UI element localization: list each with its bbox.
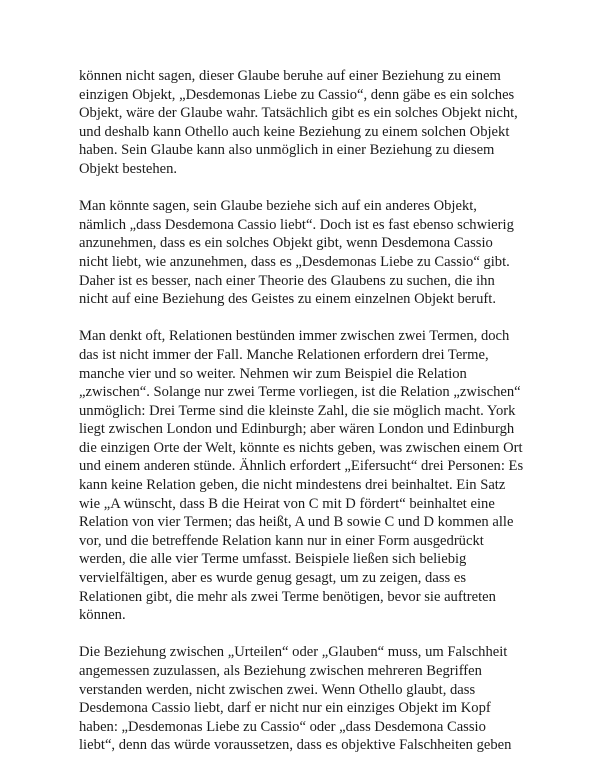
text-line: und einem anderen stünde. Ähnlich erfordert „Eifersucht“ drei Personen: Es xyxy=(79,458,524,475)
text-line: können nicht sagen, dieser Glaube beruhe auf einer Beziehung zu einem xyxy=(79,68,501,84)
text-line: nicht liebt, wie anzunehmen, dass es „Desdemonas Liebe zu Cassio“ gibt. xyxy=(79,253,510,270)
text-line: haben: „Desdemonas Liebe zu Cassio“ oder „dass Desdemona Cassio xyxy=(79,718,486,735)
paragraph-2 xyxy=(79,197,529,309)
text-line: nicht auf eine Beziehung des Geistes zu einem einzelnen Objekt beruft. xyxy=(79,291,496,308)
text-line: Relation von vier Termen; das heißt, A und B sowie C und D kommen alle xyxy=(79,514,514,531)
text-line: und deshalb kann Othello auch keine Beziehung zu einem solchen Objekt xyxy=(79,123,510,140)
text-line: liegt zwischen London und Edinburgh; aber wären London und Edinburgh xyxy=(79,421,515,438)
text-line: Man denkt oft, Relationen bestünden immer zwischen zwei Termen, doch xyxy=(79,328,510,345)
text-line: Daher ist es besser, nach einer Theorie des Glaubens zu suchen, die ihn xyxy=(79,272,495,289)
text-line: vor, und die betreffende Relation kann nur in einer Form ausgedrückt xyxy=(79,532,484,549)
text-line: einzigen Objekt, „Desdemonas Liebe zu Cassio“, denn gäbe es ein solches xyxy=(79,86,515,103)
text-line: Objekt bestehen. xyxy=(79,160,178,177)
text-line: liebt“, denn das würde voraussetzen, dass es objektive Falschheiten geben xyxy=(79,737,512,754)
text-line: kann keine Relation geben, die nicht mindestens drei beinhaltet. Ein Satz xyxy=(79,477,506,494)
paragraph-1 xyxy=(79,67,529,179)
text-line: verstanden werden, nicht zwischen zwei. Wenn Othello glaubt, dass xyxy=(79,681,476,698)
text-line: Objekt, wäre der Glaube wahr. Tatsächlich gibt es ein solches Objekt nicht, xyxy=(79,105,518,122)
text-line: haben. Sein Glaube kann also unmöglich in einer Beziehung zu diesem xyxy=(79,142,495,159)
text-line: Man könnte sagen, sein Glaube beziehe sich auf ein anderes Objekt, xyxy=(79,198,477,215)
text-line: Relationen gibt, die mehr als zwei Terme benötigen, bevor sie auftreten xyxy=(79,588,496,605)
text-line: können. xyxy=(79,607,126,624)
text-line: werden, die alle vier Terme umfasst. Beispiele ließen sich beliebig xyxy=(79,551,467,568)
paragraph-4 xyxy=(79,643,529,755)
text-line: anzunehmen, dass es ein solches Objekt gibt, wenn Desdemona Cassio xyxy=(79,235,493,252)
document-page xyxy=(79,67,529,774)
text-line: manche vier und so weiter. Nehmen wir zum Beispiel die Relation xyxy=(79,365,467,382)
text-line: wie „A wünscht, dass B die Heirat von C mit D fördert“ beinhaltet eine xyxy=(79,495,495,512)
text-line: „zwischen“. Solange nur zwei Terme vorliegen, ist die Relation „zwischen“ xyxy=(79,384,521,401)
text-line: unmöglich: Drei Terme sind die kleinste Zahl, die sie möglich macht. York xyxy=(79,402,516,419)
text-line: Die Beziehung zwischen „Urteilen“ oder „Glauben“ muss, um Falschheit xyxy=(79,644,508,661)
text-line: Desdemona Cassio liebt, darf er nicht nur ein einziges Objekt im Kopf xyxy=(79,700,491,717)
text-line: das ist nicht immer der Fall. Manche Relationen erfordern drei Terme, xyxy=(79,346,489,363)
text-line: die einzigen Orte der Welt, könnte es nichts geben, was zwischen einem Ort xyxy=(79,439,523,456)
paragraph-3 xyxy=(79,327,529,625)
text-line: nämlich „dass Desdemona Cassio liebt“. Doch ist es fast ebenso schwierig xyxy=(79,216,514,233)
text-line: vervielfältigen, aber es wurde genug gesagt, um zu zeigen, dass es xyxy=(79,570,466,587)
text-line: angemessen zuzulassen, als Beziehung zwischen mehreren Begriffen xyxy=(79,663,482,679)
